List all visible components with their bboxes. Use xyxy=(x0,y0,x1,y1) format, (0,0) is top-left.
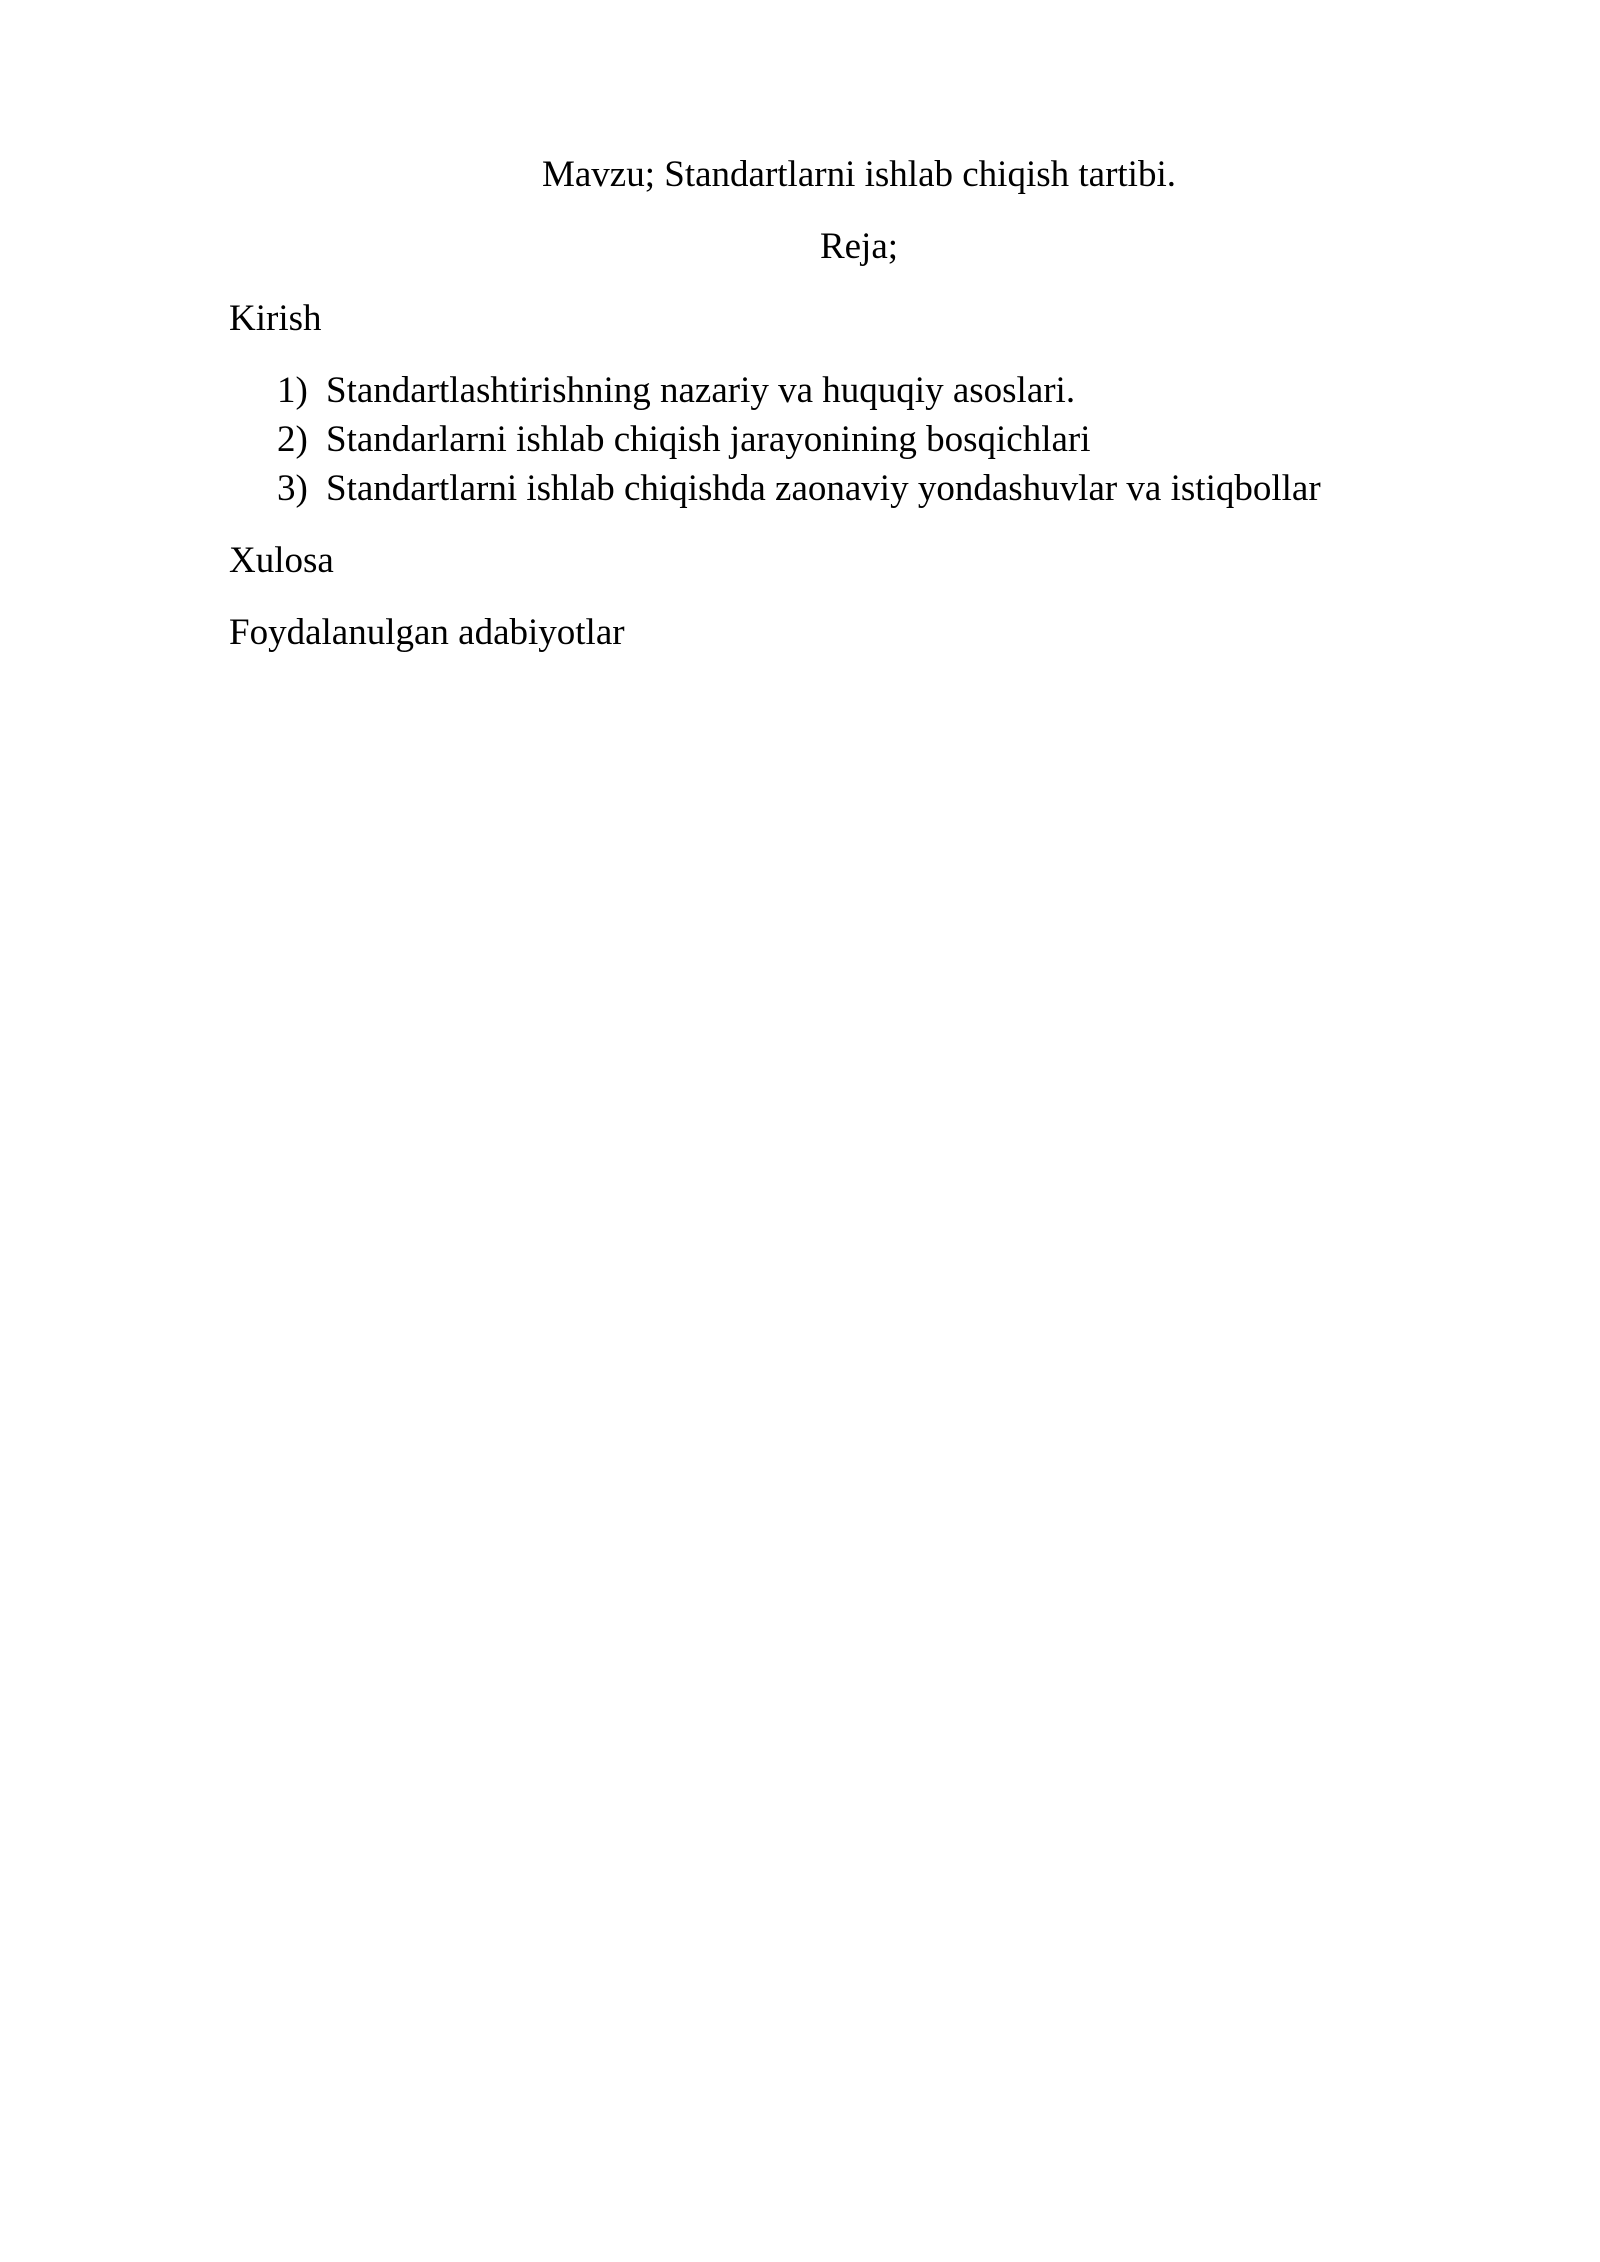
list-item-number: 1) xyxy=(277,370,308,411)
list-item-text: Standarlarni ishlab chiqish jarayonining bosqichlari xyxy=(326,419,1091,460)
list-item-number: 3) xyxy=(277,468,308,509)
intro-heading: Kirish xyxy=(229,298,322,339)
plan-heading: Reja; xyxy=(819,226,899,267)
list-item-text: Standartlarni ishlab chiqishda zaonaviy yondashuvlar va istiqbollar xyxy=(326,468,1321,509)
list-item-text: Standartlashtirishning nazariy va huquqiy asoslari. xyxy=(326,370,1076,411)
document-title: Mavzu; Standartlarni ishlab chiqish tartibi. xyxy=(541,154,1176,195)
references-heading: Foydalanulgan adabiyotlar xyxy=(229,612,625,653)
conclusion-heading: Xulosa xyxy=(229,540,334,581)
list-item-number: 2) xyxy=(277,419,308,460)
